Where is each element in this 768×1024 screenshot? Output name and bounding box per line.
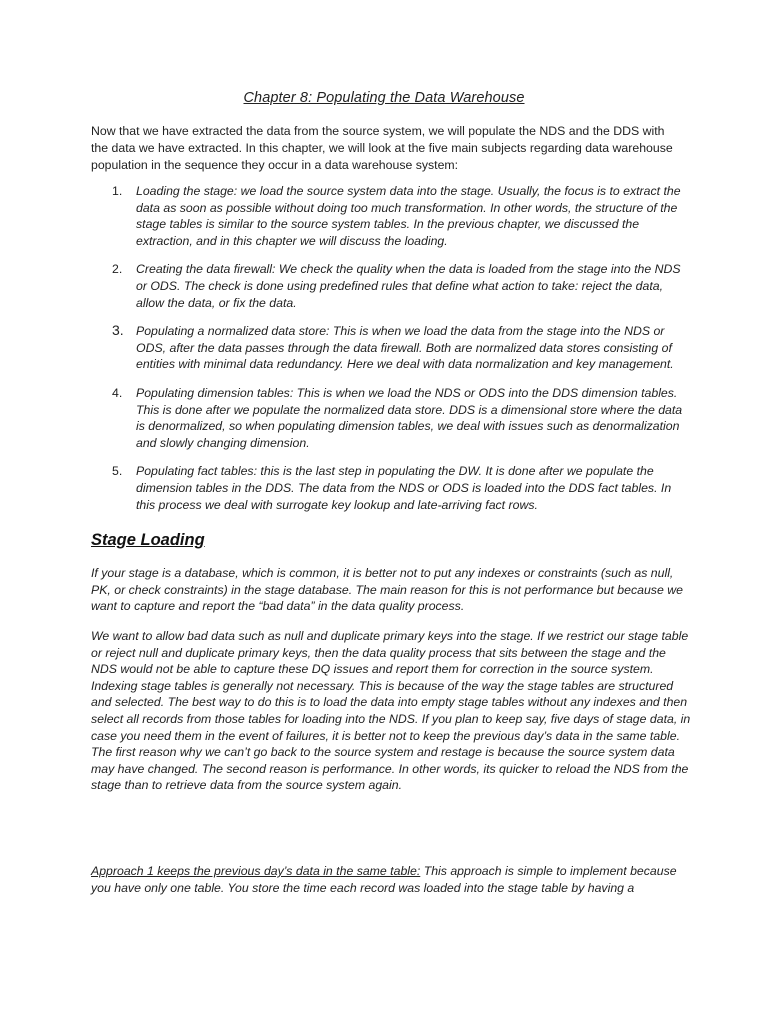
chapter-title: Chapter 8: Populating the Data Warehouse <box>243 90 525 106</box>
list-item-number: 3. <box>112 322 124 339</box>
stage-paragraph-2: We want to allow bad data such as null and duplicate primary keys into the stage. If we restrict our stage table or reject null and duplicate primary keys, then the data quality process that sits between the stage and the NDS would not be able to capture these DQ issues and report them for correction in the source system. Indexing stage tables is generally not necessary. This is because of the way the stage tables are structured and selected. The best way to do this is to load the data into empty stage tables without any indexes and then select all records from those tables for loading into the NDS. If you plan to keep say, five days of stage data, in case you need them in the event of failures, it is better not to keep the previous day’s data in the same table. The first reason why we can’t go back to the source system and restage is because the source system data may have changed. The second reason is performance. In other words, its quicker to reload the NDS from the stage than to retrieve data from the source system again. <box>91 629 691 793</box>
list-item <box>91 463 691 513</box>
list-item <box>91 261 691 311</box>
list-item-text: Populating dimension tables: This is when we load the NDS or ODS into the DDS dimension tables. This is done after we populate the normalized data store. DDS is a dimensional store where the data is denormalized, so when populating dimension tables, we deal with issues such as denormalization and slowly changing dimension. <box>136 385 683 450</box>
list-item-number: 2. <box>112 262 123 277</box>
stage-paragraph-1: If your stage is a database, which is common, it is better not to put any indexes or constraints (such as null, PK, or check constraints) in the stage database. The main reason for this is not performance but because we want to capture and report the “bad data” in the data quality process. <box>91 566 683 614</box>
list-item-number: 5. <box>112 464 123 479</box>
list-item-text: Creating the data firewall: We check the quality when the data is loaded from the stage into the NDS or ODS. The check is done using predefined rules that define what action to take: reject the data, allow the data, or fix the data. <box>136 262 681 310</box>
approach-paragraph <box>91 863 691 896</box>
intro-paragraph: Now that we have extracted the data from the source system, we will populate the NDS and the DDS with the data we have extracted. In this chapter, we will look at the five main subjects regarding data warehouse population in the sequence they occur in a data warehouse system: <box>91 124 673 172</box>
list-item-number: 4. <box>112 385 123 400</box>
list-item-text: Populating fact tables: this is the last step in populating the DW. It is done after we populate the dimension tables in the DDS. The data from the NDS or ODS is loaded into the DDS fact tables. In this process we deal with surrogate key lookup and late-arriving fact rows. <box>136 464 672 512</box>
list-item <box>91 323 691 373</box>
approach-label: Approach 1 keeps the previous day’s data in the same table: <box>91 864 421 878</box>
section-heading: Stage Loading <box>91 531 205 549</box>
list-item-text: Populating a normalized data store: This is when we load the data from the stage into the NDS or ODS, after the data passes through the data firewall. Both are normalized data stores consisting of entities with minimal data redundancy. Here we deal with data normalization and key management. <box>136 324 674 372</box>
steps-list <box>91 183 691 525</box>
list-item <box>91 385 691 451</box>
approach-text: This approach is simple to implement because you have only one table. You store the time each record was loaded into the stage table by having a <box>91 864 677 895</box>
list-item-text: Loading the stage: we load the source system data into the stage. Usually, the focus is to extract the data as soon as possible without doing too much transformation. In other words, the structure of the stage tables is similar to the source system tables. In the previous chapter, we discussed the extraction, and in this chapter we will discuss the loading. <box>136 184 681 248</box>
list-item-number: 1. <box>112 184 123 198</box>
list-item <box>91 183 691 249</box>
